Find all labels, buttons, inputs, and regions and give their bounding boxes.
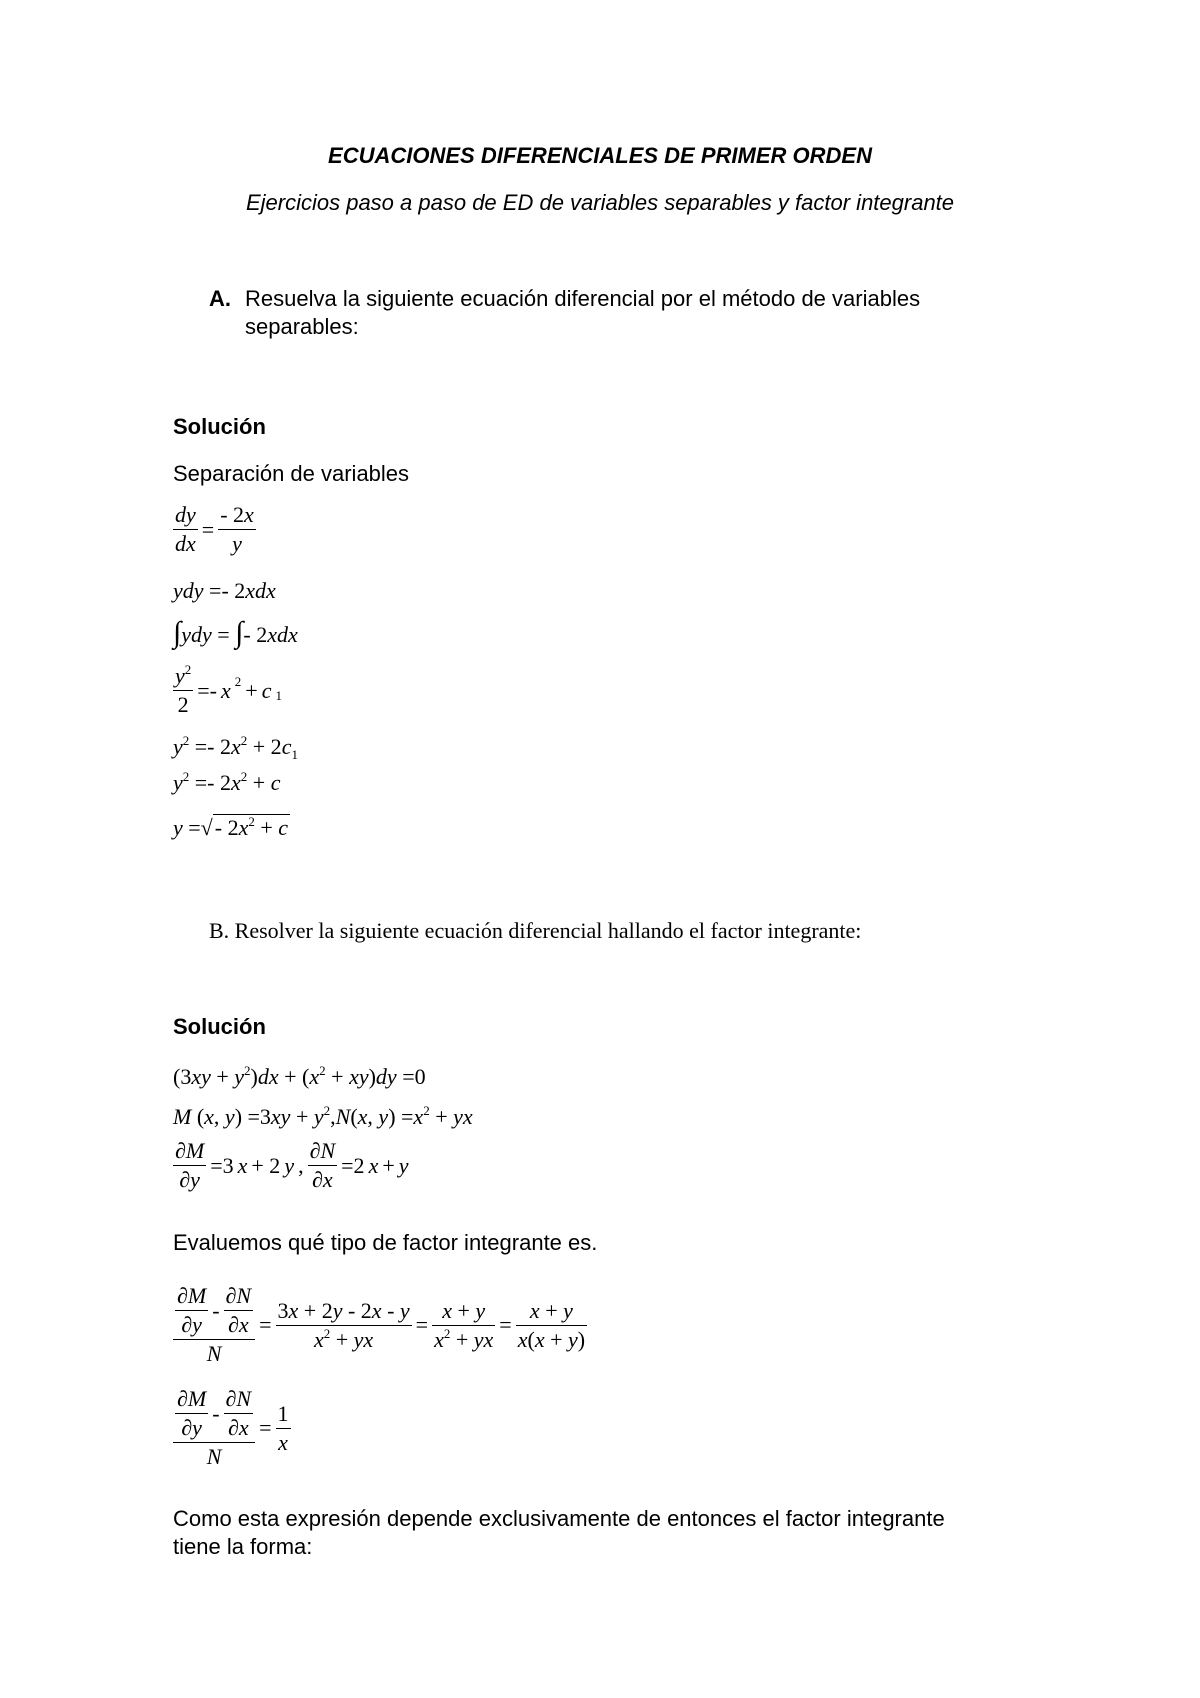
equation-b4: $\frac{\partial M}{\partial y}$ - $\frac{\partial N}{\partial x}$ N = $\frac{3x + 2y - 2x - y}{x^2 + yx}$ = $\frac{x + y}{x^2 + yx}$ = $\frac{x + y}{x(x + y)}$	[173, 1285, 587, 1365]
section-b-statement: B. Resolver la siguiente ecuación diferencial hallando el factor integrante:	[209, 918, 862, 943]
equation-a3: ∫ydy = ∫- 2xdx	[173, 616, 298, 649]
section-b-conclusion-line1: Como esta expresión depende exclusivamente de entonces el factor integrante	[173, 1506, 945, 1531]
equation-a1: $\frac{dy}{dx}$ = $\frac{- 2x}{y}$	[175, 502, 254, 556]
equation-b5: $\frac{\partial M}{\partial y}$ - $\frac{\partial N}{\partial x}$ N = $\frac{1}{x}$	[173, 1388, 291, 1468]
document-subtitle: Ejercicios paso a paso de ED de variables separables y factor integrante	[245, 190, 955, 215]
equation-a5: $y^2 =- 2x^2 + 2c_1$	[173, 733, 298, 762]
equation-b2: M (x, $y) =3xy + y^2,N(x$, $y) =x^2$ + yx	[173, 1103, 473, 1129]
equation-a6: $y^2 =- 2x^2 + c$	[173, 769, 281, 795]
section-a-statement-line2: separables:	[245, 314, 359, 339]
equation-a2: ydy =- 2xdx	[173, 578, 276, 603]
section-a-marker: A.	[209, 286, 231, 311]
equation-a7: y =√- $2x^2 + c$	[173, 814, 289, 840]
equation-a4: $\frac{y^2}{2}$ =- x $^2$ + c $_1$	[175, 662, 282, 717]
section-b-solution-heading: Solución	[173, 1014, 266, 1039]
section-a-solution-heading: Solución	[173, 414, 266, 439]
section-b-conclusion-line2: tiene la forma:	[173, 1534, 313, 1559]
section-a-step-label: Separación de variables	[173, 461, 410, 486]
section-b-evaluate-text: Evaluemos qué tipo de factor integrante es.	[173, 1230, 598, 1255]
equation-b1: $(3xy + y^2)dx + (x^2 + xy)dy =0$	[173, 1063, 426, 1089]
section-a-statement-line1: Resuelva la siguiente ecuación diferencial por el método de variables	[245, 286, 921, 311]
equation-b3: $\frac{\partial M}{\partial y}$ =3 x + 2 y , $\frac{\partial N}{\partial x}$ =2 x + y	[175, 1138, 409, 1192]
document-title: ECUACIONES DIFERENCIALES DE PRIMER ORDEN	[328, 143, 872, 168]
